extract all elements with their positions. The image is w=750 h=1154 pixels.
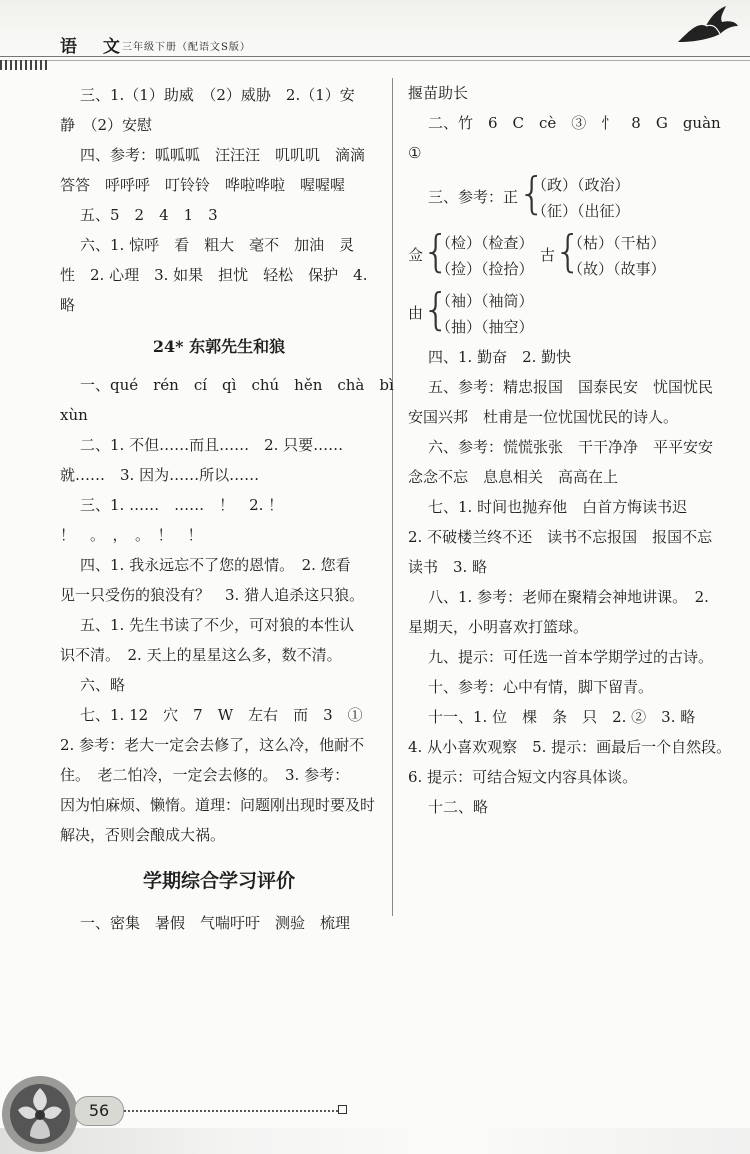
answer-r9: 九、提示：可任选一首本学期学过的古诗。 <box>428 648 714 666</box>
section-title: 学期综合学习评价 <box>142 870 295 892</box>
left-column <box>60 80 394 938</box>
answer-l2-line2: 就…… 3. 因为……所以…… <box>60 466 260 484</box>
radical-gu-item-2: （故）（故事） <box>568 260 666 278</box>
answer-r10: 十、参考：心中有情，脚下留青。 <box>428 678 654 696</box>
answer-r11-line2: 4. 从小喜欢观察 5. 提示：画最后一个自然段。 <box>408 738 732 756</box>
answer-e1: 一、密集 暑假 气喘吁吁 测验 梳理 <box>80 914 351 932</box>
answer-r6-line1: 六、参考：慌慌张张 干干净净 平平安安 <box>428 438 714 456</box>
radical-zheng-item-2: （征）（出征） <box>532 202 630 220</box>
answer-r2-line1: 二、竹 6 C cè ③ 忄 8 G guàn <box>428 114 721 132</box>
answer-s3-line1: 三、1.（1）助威 （2）威胁 2.（1）安 <box>80 86 355 104</box>
header-stripe <box>0 60 48 70</box>
radical-qian-label: 佥 <box>408 246 424 264</box>
radical-group-you <box>408 284 743 342</box>
answer-l6: 六、略 <box>80 676 126 694</box>
answer-r8-line1: 八、1. 参考：老师在聚精会神地讲课。 2. <box>428 588 709 606</box>
answer-r6-line2: 念念不忘 息息相关 高高在上 <box>408 468 619 486</box>
answer-r7-line1: 七、1. 时间也抛弃他 白首方悔读书迟 <box>428 498 688 516</box>
answer-r7-line3: 读书 3. 略 <box>408 558 488 576</box>
radical-you-item-1: （袖）（袖筒） <box>436 292 534 310</box>
answer-l7-line1: 七、1. 12 穴 7 W 左右 而 3 ① <box>80 706 363 724</box>
subject-title: 语 文 <box>60 37 130 57</box>
column-divider <box>392 78 393 916</box>
page-number: 56 <box>74 1096 124 1126</box>
answer-r8-line2: 星期天，小明喜欢打篮球。 <box>408 618 589 636</box>
answer-s6-line3: 略 <box>60 296 76 314</box>
answer-r11-line3: 6. 提示：可结合短文内容具体谈。 <box>408 768 638 786</box>
answer-l7-line4: 因为怕麻烦、懒惰。道理：问题刚出现时要及时 <box>60 796 376 814</box>
answer-r0: 揠苗助长 <box>408 84 469 102</box>
brace-icon: { <box>422 226 450 277</box>
brace-icon: { <box>422 284 450 335</box>
answer-l7-line5: 解决，否则会酿成大祸。 <box>60 826 226 844</box>
radical-group-zheng <box>408 168 743 226</box>
answer-s3-line2: 静 （2）安慰 <box>60 116 153 134</box>
answer-s4-line1: 四、参考：呱呱呱 汪汪汪 叽叽叽 滴滴 <box>80 146 366 164</box>
answer-r7-line2: 2. 不破楼兰终不还 读书不忘报国 报国不忘 <box>408 528 713 546</box>
flower-decoration-icon <box>0 1062 82 1154</box>
grade-edition: 三年级下册（配语文S版） <box>122 42 251 53</box>
radical-gu-label: 古 <box>540 246 556 264</box>
radical-group-row <box>408 226 743 284</box>
answer-l3-line1: 三、1. …… …… ！ 2. ！ <box>80 496 284 514</box>
answer-l5-line1: 五、1. 先生书读了不少，可对狼的本性认 <box>80 616 355 634</box>
radical-you-label: 由 <box>408 304 424 322</box>
answer-l4-line1: 四、1. 我永远忘不了您的恩情。 2. 您看 <box>80 556 351 574</box>
answer-r2-line2: ① <box>408 144 422 162</box>
radical-qian-item-1: （检）（检查） <box>436 234 534 252</box>
answer-r11-line1: 十一、1. 位 棵 条 只 2. ② 3. 略 <box>428 708 696 726</box>
radical-qian-item-2: （捡）（捡拾） <box>436 260 534 278</box>
answer-s6-line2: 性 2. 心理 3. 如果 担忧 轻松 保护 4. <box>60 266 368 284</box>
answer-r5-line2: 安国兴邦 杜甫是一位忧国忧民的诗人。 <box>408 408 679 426</box>
radical-gu-item-1: （枯）（干枯） <box>568 234 666 252</box>
answer-l7-line3: 住。 老二怕冷，一定会去修的。 3. 参考： <box>60 766 350 784</box>
footer-end-box <box>338 1105 347 1114</box>
answer-l1-line1: 一、qué rén cí qì chú hěn chà bì <box>80 376 394 394</box>
lesson-title: 24* 东郭先生和狼 <box>152 337 286 356</box>
radical-you-item-2: （抽）（抽空） <box>436 318 534 336</box>
footer-dotted-rule <box>124 1110 338 1112</box>
answer-l1-line2: xùn <box>60 406 88 424</box>
answer-s4-line2: 答答 呼呼呼 叮铃铃 哗啦哗啦 喔喔喔 <box>60 176 346 194</box>
radical-zheng-label: 三、参考：正 <box>428 188 519 206</box>
brace-icon: { <box>518 168 546 219</box>
brace-icon: { <box>554 226 582 277</box>
answer-r12: 十二、略 <box>428 798 489 816</box>
answer-l5-line2: 识不清。 2. 天上的星星这么多，数不清。 <box>60 646 342 664</box>
watermark-logo <box>622 1092 734 1150</box>
answer-l4-line2: 见一只受伤的狼没有？ 3. 猎人追杀这只狼。 <box>60 586 365 604</box>
answer-r5-line1: 五、参考：精忠报国 国泰民安 忧国忧民 <box>428 378 714 396</box>
radical-zheng-item-1: （政）（政治） <box>532 176 630 194</box>
answer-s6-line1: 六、1. 惊呼 看 粗大 毫不 加油 灵 <box>80 236 355 254</box>
answer-l7-line2: 2. 参考：老大一定会去修了，这么冷，他耐不 <box>60 736 365 754</box>
answer-r4: 四、1. 勤奋 2. 勤快 <box>428 348 572 366</box>
bird-logo-icon <box>676 4 740 48</box>
answer-l2-line1: 二、1. 不但……而且…… 2. 只要…… <box>80 436 344 454</box>
answer-s5: 五、5 2 4 1 3 <box>80 206 218 224</box>
answer-l3-line2: ！ 。 ， 。 ！ ！ <box>60 526 203 544</box>
right-column <box>408 78 743 822</box>
